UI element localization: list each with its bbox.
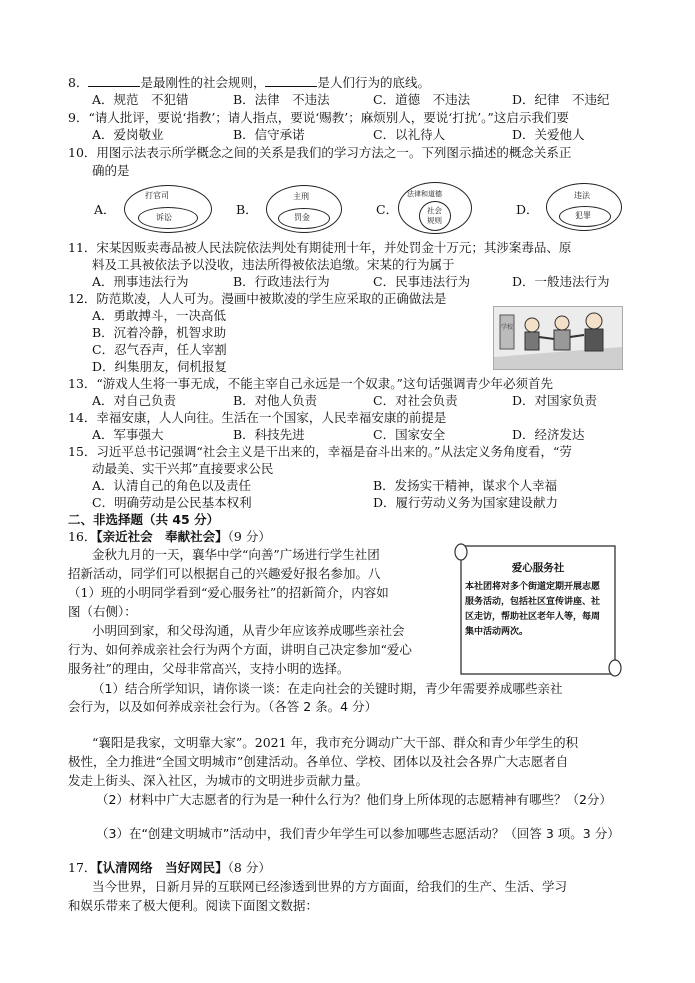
- q16-intro-1: 金秋九月的一天，襄华中学“向善”广场进行学生社团: [92, 547, 380, 562]
- q15-option-a[interactable]: A．认清自己的角色以及责任: [92, 478, 252, 493]
- q16-para2-1: 小明回到家，和父母沟通，从青少年应该养成哪些亲社会: [92, 623, 405, 638]
- diagram-label: 社会: [427, 206, 442, 215]
- q14-option-b[interactable]: B．科技先进: [233, 427, 305, 442]
- cartoon-sign-text: 学校: [500, 324, 514, 331]
- q12-option-b[interactable]: B．沉着冷静，机智求助: [92, 325, 227, 340]
- q16-para3-3: 发走上街头、深入社区，为城市的文明进步贡献力量。: [68, 773, 369, 788]
- q10-option-a[interactable]: A．: [94, 202, 116, 217]
- q16-para2-3: 服务社”的理由，父母非常高兴，支持小明的选择。: [68, 661, 350, 676]
- q17-para-1: 当今世界，日新月异的互联网已经渗透到世界的方方面面，给我们的生产、生活、学习: [92, 879, 568, 894]
- q16-para3-2: 极性，全力推进“全国文明城市”创建活动。各单位、学校、团体以及社会各界广大志愿者自: [68, 754, 569, 769]
- q11-option-d[interactable]: D．一般违法行为: [512, 274, 610, 289]
- q9-option-b[interactable]: B．信守承诺: [233, 127, 305, 142]
- q12-option-d[interactable]: D．纠集朋友，伺机报复: [92, 359, 228, 374]
- q17-para-2: 和娱乐带来了极大便利。阅读下面图文数据：: [68, 898, 319, 913]
- q10-option-d[interactable]: D．: [516, 202, 539, 217]
- poster-body: 本社团将对多个街道定期开展志愿服务活动，包括社区宣传讲座、社区走访，帮助社区老年人等，每周集中活动两次。: [465, 582, 601, 637]
- q11-stem-2: 料及工具被依法予以没收，违法所得被依法追缴。宋某的行为属于: [92, 257, 455, 272]
- q14-stem: 14．幸福安康，人人向往。生活在一个国家，人民幸福安康的前提是: [68, 410, 447, 425]
- poster-love-service-club: [453, 540, 623, 680]
- q10-option-b[interactable]: B．: [236, 202, 258, 217]
- q11-option-a[interactable]: A．刑事违法行为: [92, 274, 189, 289]
- q13-option-c[interactable]: C．对社会负责: [373, 393, 458, 408]
- diagram-label: 规则: [427, 216, 442, 225]
- q8-option-a[interactable]: A．规范 不犯错: [92, 92, 189, 107]
- q16-sub1-1: （1）结合所学知识，请你谈一谈：在走向社会的关键时期，青少年需要养成哪些亲社: [92, 681, 563, 696]
- diagram-a-outer: [124, 185, 212, 233]
- diagram-label: 诉讼: [156, 213, 172, 222]
- q16-sub3: （3）在“创建文明城市”活动中，我们青少年学生可以参加哪些志愿活动？（回答 3 项。3 分）: [96, 826, 620, 841]
- q16-sub2: （2）材料中广大志愿者的行为是一种什么行为？他们身上所体现的志愿精神有哪些？（2分）: [96, 792, 612, 807]
- q15-option-b[interactable]: B．发扬实干精神，谋求个人幸福: [373, 478, 558, 493]
- answer-blank[interactable]: [88, 74, 140, 87]
- diagram-c-inner: [419, 201, 451, 231]
- q10-stem-2: 确的是: [92, 163, 130, 178]
- q14-option-c[interactable]: C．国家安全: [373, 427, 446, 442]
- poster-title: 爱心服务社: [511, 562, 565, 574]
- q15-option-d[interactable]: D．履行劳动义务为国家建设献力: [373, 495, 559, 510]
- q13-option-d[interactable]: D．对国家负责: [512, 393, 598, 408]
- answer-blank[interactable]: [265, 74, 317, 87]
- diagram-label: 主刑: [293, 192, 309, 201]
- q15-stem-1: 15．习近平总书记强调“社会主义是干出来的，幸福是奋斗出来的。”从法定义务角度看，“劳: [68, 444, 572, 459]
- q16-para3-1: “襄阳是我家，文明靠大家”。2021 年，我市充分调动广大干部、群众和青少年学生的积: [92, 735, 579, 750]
- diagram-a-inner: [138, 207, 198, 229]
- q8-option-c[interactable]: C．道德 不违法: [373, 92, 471, 107]
- bullying-cartoon: [493, 306, 623, 370]
- q12-option-c[interactable]: C．忍气吞声，任人宰割: [92, 342, 227, 357]
- q12-option-a[interactable]: A．勇敢搏斗，一决高低: [92, 308, 227, 323]
- q9-stem: 9．“请人批评，要说‘指教’；请人指点，要说‘赐教’；麻烦别人，要说‘打扰’。”这启示我们要: [68, 110, 569, 125]
- q10-stem-1: 10．用图示法表示所学概念之间的关系是我们的学习方法之一。下列图示描述的概念关系正: [68, 145, 572, 160]
- diagram-label: 违法: [574, 191, 590, 200]
- q16-intro-2: 招新活动，同学们可以根据自己的兴趣爱好报名参加。八: [68, 566, 381, 581]
- q13-stem: 13．“游戏人生将一事无成，不能主宰自己永远是一个奴隶。”这句话强调青少年必须首先: [68, 376, 553, 391]
- q9-option-d[interactable]: D．关爱他人: [512, 127, 585, 142]
- q16-para2-2: 行为、如何养成亲社会行为两个方面，讲明自己决定参加“爱心: [68, 642, 412, 657]
- q8-stem: 8． 是最刚性的社会规则， 是人们行为的底线。: [68, 75, 430, 90]
- diagram-label: 法律和道德: [407, 190, 442, 198]
- diagram-d-outer: [546, 183, 622, 231]
- q11-option-b[interactable]: B．行政违法行为: [233, 274, 330, 289]
- q13-option-b[interactable]: B．对他人负责: [233, 393, 318, 408]
- q8-option-b[interactable]: B．法律 不违法: [233, 92, 330, 107]
- q16-intro-4: 图（右侧）：: [68, 604, 137, 619]
- diagram-b-inner: [278, 208, 330, 229]
- q16-sub1-2: 会行为，以及如何养成亲社会行为。（各答 2 条。4 分）: [68, 699, 378, 714]
- q15-option-c[interactable]: C．明确劳动是公民基本权利: [92, 495, 252, 510]
- diagram-label: 犯罪: [575, 211, 591, 220]
- q10-option-c[interactable]: C．: [376, 202, 399, 217]
- q9-option-a[interactable]: A．爱岗敬业: [92, 127, 164, 142]
- q15-stem-2: 动最美、实干兴邦”直接要求公民: [92, 461, 274, 476]
- q13-option-a[interactable]: A．对自己负责: [92, 393, 177, 408]
- q12-stem: 12．防范欺凌，人人可为。漫画中被欺凌的学生应采取的正确做法是: [68, 291, 447, 306]
- q17-heading: 17．【认清网络 当好网民】（8 分）: [68, 860, 271, 875]
- section-heading: 二、非选择题（共 45 分）: [68, 512, 220, 527]
- q16-heading: 16．【亲近社会 奉献社会】（9 分）: [68, 529, 271, 544]
- q11-stem-1: 11．宋某因贩卖毒品被人民法院依法判处有期徒刑十年，并处罚金十万元；其涉案毒品、原: [68, 240, 572, 255]
- q9-option-c[interactable]: C．以礼待人: [373, 127, 446, 142]
- diagram-b-outer: [266, 185, 342, 233]
- diagram-label: 打官司: [145, 191, 169, 200]
- diagram-c-outer: [398, 182, 472, 234]
- q11-option-c[interactable]: C．民事违法行为: [373, 274, 471, 289]
- diagram-label: 罚金: [294, 213, 310, 222]
- q8-option-d[interactable]: D．纪律 不违纪: [512, 92, 610, 107]
- q14-option-d[interactable]: D．经济发达: [512, 427, 585, 442]
- q14-option-a[interactable]: A．军事强大: [92, 427, 164, 442]
- q16-intro-3: （1）班的小明同学看到“爱心服务社”的招新简介，内容如: [68, 585, 389, 600]
- diagram-d-inner: [559, 206, 611, 227]
